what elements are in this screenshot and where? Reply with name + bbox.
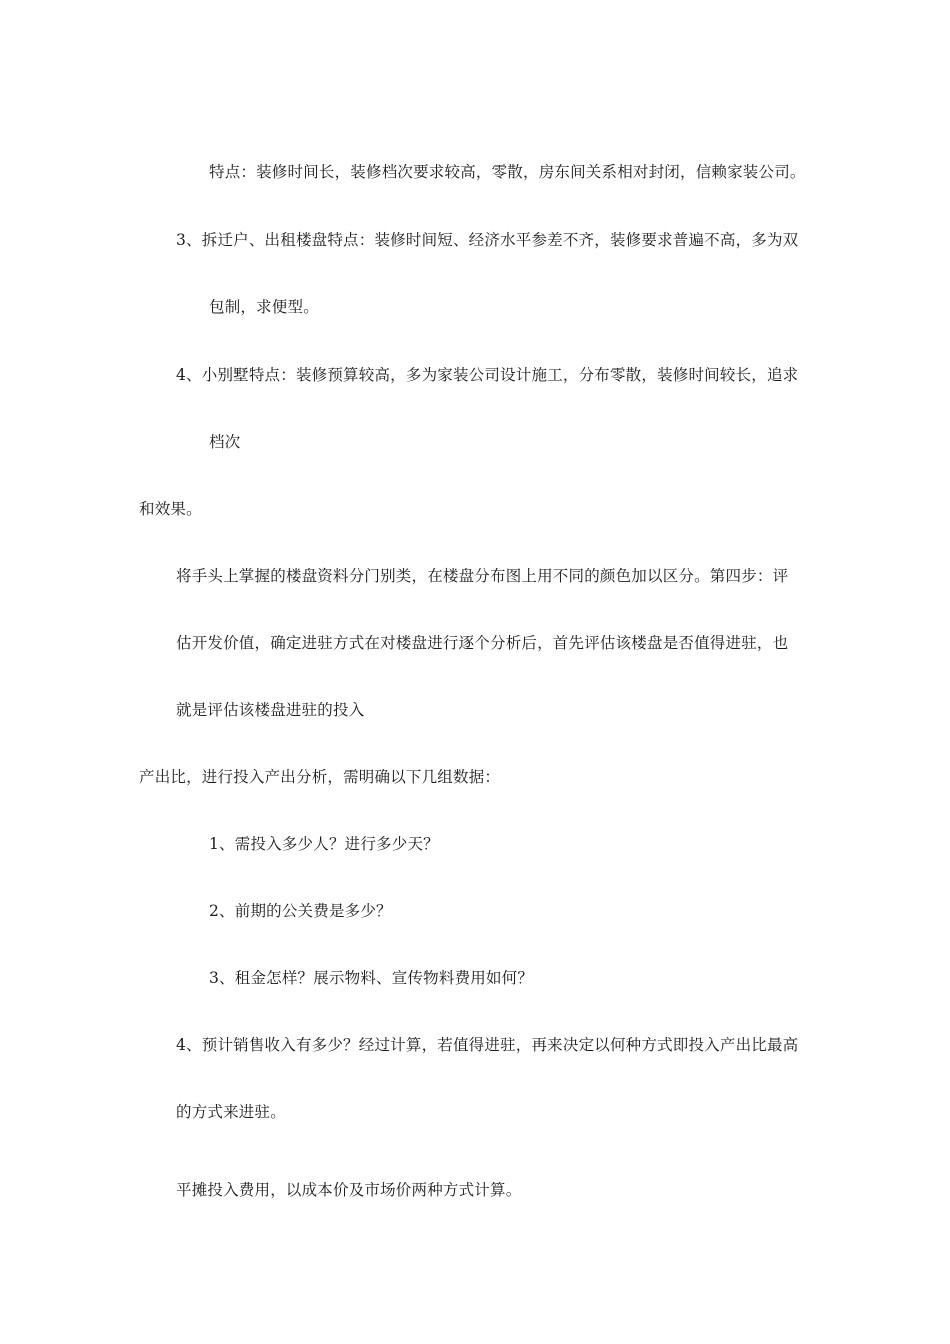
- list-item-3: 3、拆迁户、出租楼盘特点：装修时间短、经济水平参差不齐，装修要求普遍不高，多为双: [176, 231, 799, 249]
- paragraph-line: 特点：装修时间长，装修档次要求较高，零散，房东间关系相对封闭，信赖家装公司。: [209, 163, 806, 181]
- paragraph-line: 包制，求便型。: [209, 298, 319, 316]
- paragraph-line: 的方式来进驻。: [176, 1103, 286, 1121]
- paragraph-line: 产出比，进行投入产出分析，需明确以下几组数据：: [139, 768, 501, 786]
- data-item-3: 3、租金怎样？展示物料、宣传物料费用如何？: [209, 969, 534, 987]
- data-item-4: 4、预计销售收入有多少？经过计算，若值得进驻，再来决定以何种方式即投入产出比最高: [176, 1036, 799, 1054]
- data-item-2: 2、前期的公关费是多少？: [209, 902, 392, 920]
- paragraph-line: 和效果。: [139, 500, 202, 518]
- paragraph-line: 就是评估该楼盘进驻的投入: [176, 701, 365, 719]
- paragraph-line: 估开发价值，确定进驻方式在对楼盘进行逐个分析后，首先评估该楼盘是否值得进驻，也: [176, 634, 789, 652]
- data-item-1: 1、需投入多少人？进行多少天？: [209, 835, 439, 853]
- paragraph-line: 档次: [209, 433, 241, 451]
- list-item-4: 4、小别墅特点：装修预算较高，多为家装公司设计施工，分布零散，装修时间较长，追求: [176, 366, 799, 384]
- paragraph-line: 平摊投入费用，以成本价及市场价两种方式计算。: [176, 1181, 522, 1199]
- paragraph-line: 将手头上掌握的楼盘资料分门别类，在楼盘分布图上用不同的颜色加以区分。第四步：评: [176, 567, 789, 585]
